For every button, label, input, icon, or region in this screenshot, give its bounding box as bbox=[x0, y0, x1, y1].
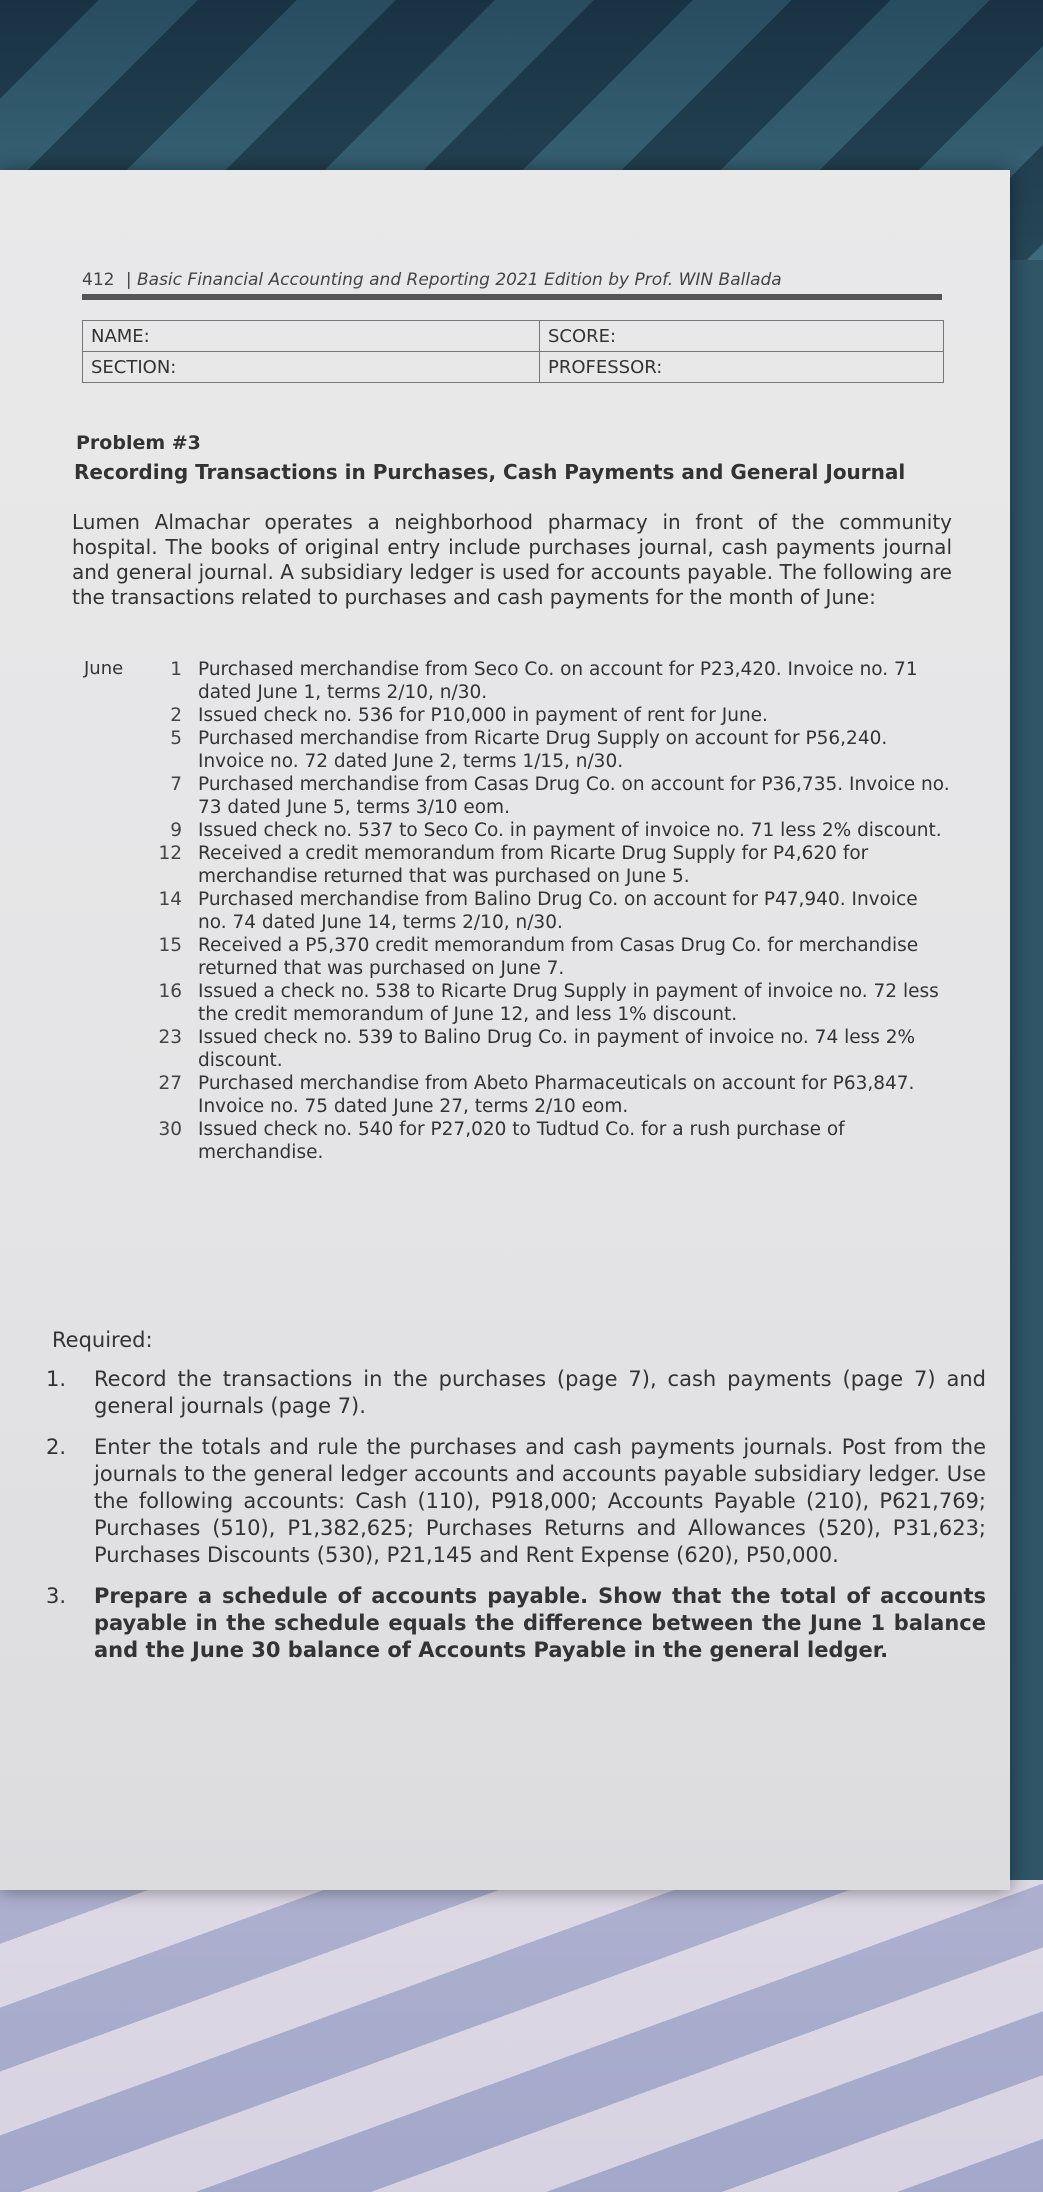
problem-number: Problem #3 bbox=[76, 432, 201, 454]
transaction-list bbox=[120, 658, 950, 1164]
required-heading: Required: bbox=[52, 1328, 153, 1352]
required-item: 1. Record the transactions in the purchases (page 7), cash payments (page 7) and general journals (page 7). bbox=[46, 1367, 986, 1418]
transaction-item: 23 Issued check no. 539 to Balino Drug Co. in payment of invoice no. 74 less 2% discount. bbox=[158, 1027, 916, 1071]
required-list bbox=[46, 1366, 986, 1678]
transaction-item: 7 Purchased merchandise from Casas Drug Co. on account for P36,735. Invoice no. 73 dated June 5, terms 3/10 eom. bbox=[170, 774, 950, 818]
problem-intro: Lumen Almachar operates a neighborhood pharmacy in front of the community hospital. The books of original entry include purchases journal, cash payments journal and general journal. A subsidiary ledger is used for accounts payable. The following are the transactions related to purchases and cash payments for the month of June: bbox=[72, 510, 952, 609]
student-info-box bbox=[82, 320, 944, 383]
score-field[interactable]: SCORE: bbox=[540, 321, 944, 352]
required-item: 3. Prepare a schedule of accounts payable. Show that the total of accounts payable in the schedule equals the difference between the June 1 balance and the June 30 balance of Accounts Payable in the general ledger. bbox=[46, 1584, 986, 1662]
name-field[interactable]: NAME: bbox=[83, 321, 540, 352]
background-fabric-bottom bbox=[0, 1880, 1043, 2192]
transaction-item: 16 Issued a check no. 538 to Ricarte Drug Supply in payment of invoice no. 72 less the credit memorandum of June 12, and less 1% discount. bbox=[158, 981, 939, 1025]
transaction-item: 1 Purchased merchandise from Seco Co. on account for P23,420. Invoice no. 71 dated June 1, terms 2/10, n/30. bbox=[170, 659, 918, 703]
transaction-item: 15 Received a P5,370 credit memorandum from Casas Drug Co. for merchandise returned that was purchased on June 7. bbox=[158, 935, 919, 979]
page-header: 412 | Basic Financial Accounting and Reporting 2021 Edition by Prof. WIN Ballada bbox=[82, 270, 942, 300]
transaction-month: June bbox=[84, 658, 124, 679]
transaction-item: 5 Purchased merchandise from Ricarte Drug Supply on account for P56,240. Invoice no. 72 dated June 2, terms 1/15, n/30. bbox=[170, 728, 888, 772]
professor-field[interactable]: PROFESSOR: bbox=[540, 352, 944, 383]
required-item: 2. Enter the totals and rule the purchases and cash payments journals. Post from the journals to the general ledger accounts and accounts payable subsidiary ledger. Use the following accounts: Cash (110), P918,000; Accounts Payable (210), P621,769; Purchases (510), P1,382,625; Purchases Returns and Allowances (520), P31,623; Purchases Discounts (530), P21,145 and Rent Expense (620), P50,000. bbox=[46, 1435, 986, 1567]
transaction-item: 30 Issued check no. 540 for P27,020 to Tudtud Co. for a rush purchase of merchandise. bbox=[158, 1119, 845, 1163]
book-page bbox=[0, 170, 1010, 1890]
book-title: Basic Financial Accounting and Reporting 2021 Edition by Prof. WIN Ballada bbox=[137, 270, 782, 290]
section-field[interactable]: SECTION: bbox=[83, 352, 540, 383]
transaction-item: 14 Purchased merchandise from Balino Drug Co. on account for P47,940. Invoice no. 74 dated June 14, terms 2/10, n/30. bbox=[158, 889, 918, 933]
page-number: 412 bbox=[82, 270, 115, 290]
transaction-item: 2 Issued check no. 536 for P10,000 in payment of rent for June. bbox=[170, 705, 768, 726]
problem-title: Recording Transactions in Purchases, Cash Payments and General Journal bbox=[74, 460, 906, 484]
transaction-item: 12 Received a credit memorandum from Ricarte Drug Supply for P4,620 for merchandise returned that was purchased on June 5. bbox=[158, 843, 869, 887]
transaction-item: 9 Issued check no. 537 to Seco Co. in payment of invoice no. 71 less 2% discount. bbox=[170, 820, 942, 841]
transaction-item: 27 Purchased merchandise from Abeto Pharmaceuticals on account for P63,847. Invoice no. 75 dated June 27, terms 2/10 eom. bbox=[158, 1073, 915, 1117]
